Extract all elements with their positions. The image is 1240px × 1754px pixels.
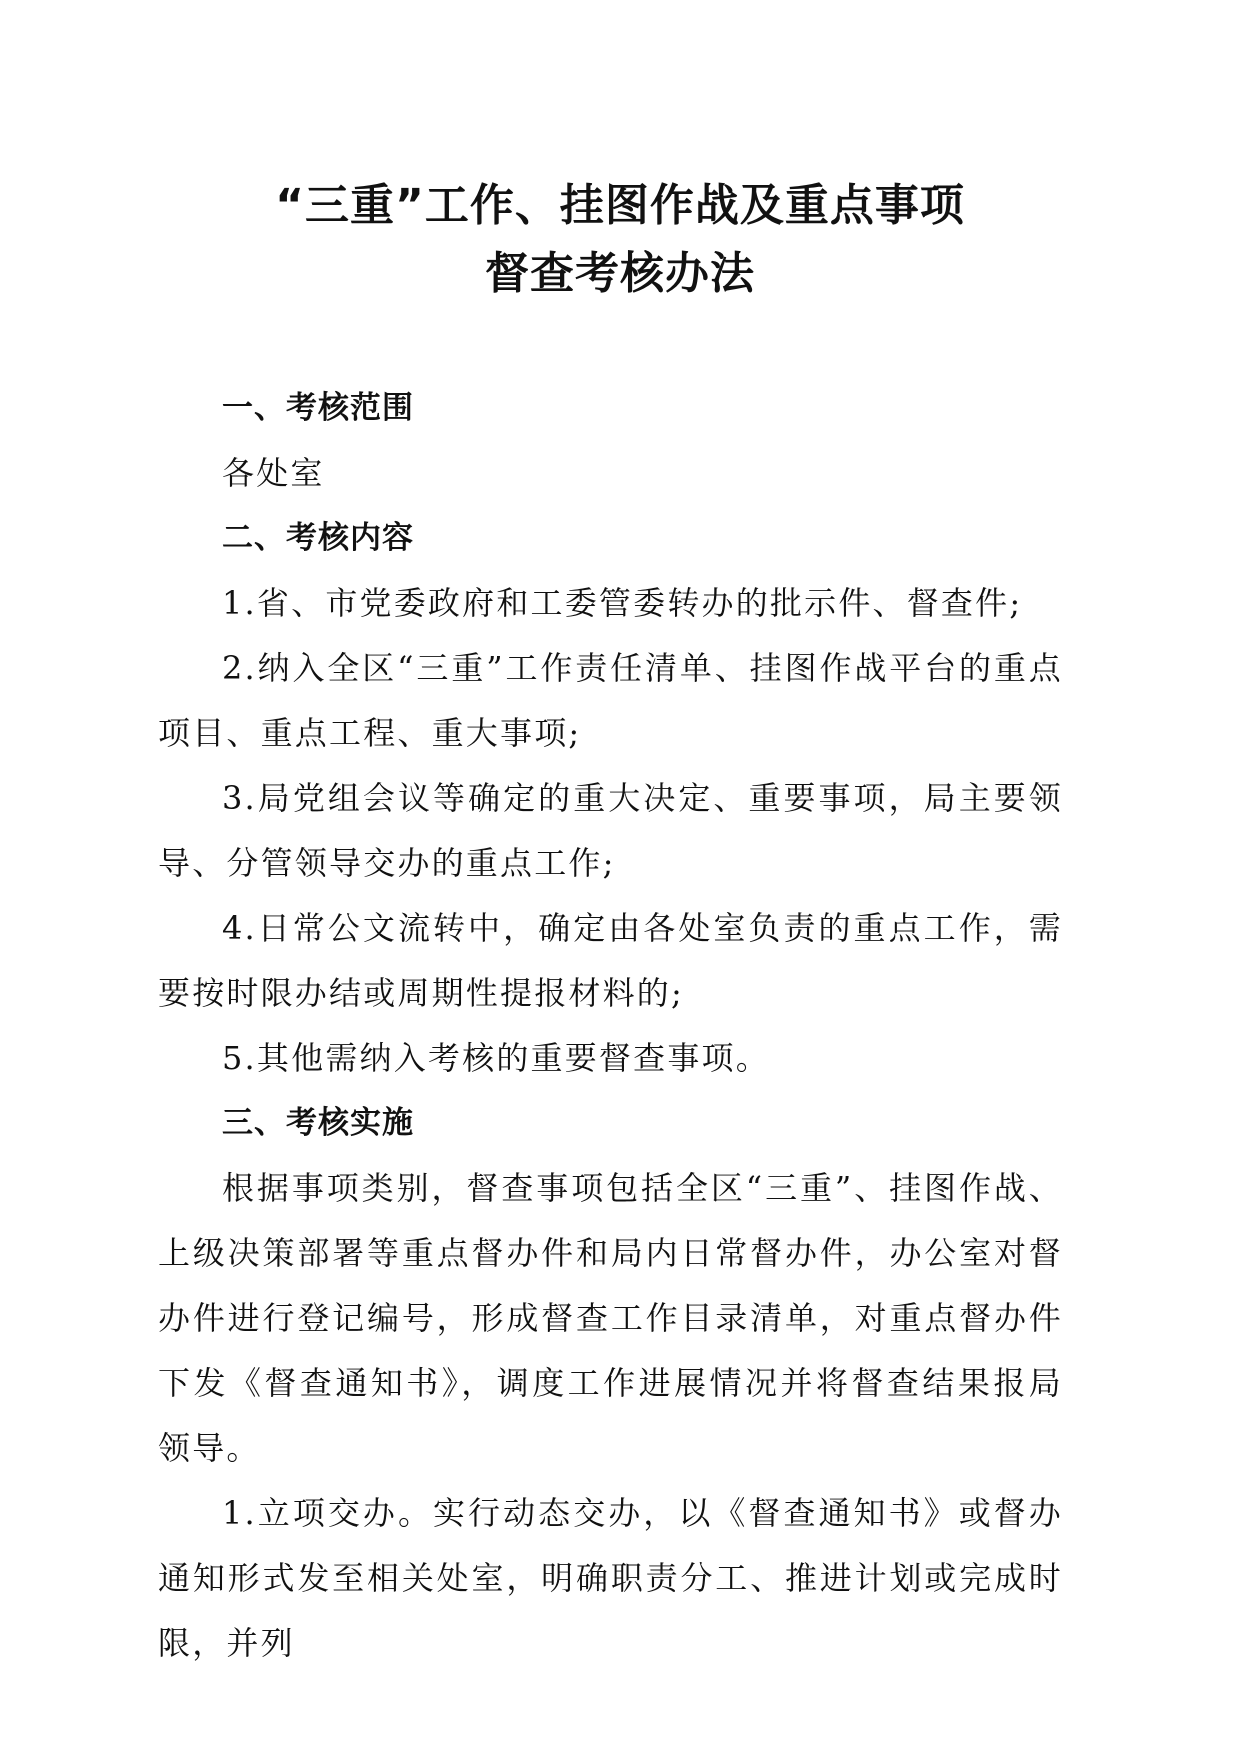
content-item-4: 4.日常公文流转中，确定由各处室负责的重点工作，需要按时限办结或周期性提报材料的; — [158, 909, 1063, 1012]
title-line-1: “三重”工作、挂图作战及重点事项 — [275, 180, 965, 231]
section-heading-scope: 一、考核范围 — [222, 390, 414, 426]
scope-text: 各处室 — [222, 454, 325, 492]
content-item-3: 3.局党组会议等确定的重大决定、重要事项，局主要领导、分管领导交办的重点工作; — [158, 779, 1063, 882]
content-item-2: 2.纳入全区“三重”工作责任清单、挂图作战平台的重点项目、重点工程、重大事项; — [158, 649, 1063, 752]
title-line-2: 督查考核办法 — [485, 248, 755, 299]
document-title — [0, 172, 1240, 308]
section-heading-implementation: 三、考核实施 — [222, 1105, 414, 1141]
document-body — [158, 376, 1063, 1676]
content-item-5: 5.其他需纳入考核的重要督查事项。 — [222, 1039, 770, 1077]
section-heading-content: 二、考核内容 — [222, 520, 414, 556]
implementation-intro: 根据事项类别，督查事项包括全区“三重”、挂图作战、上级决策部署等重点督办件和局内日常督办件，办公室对督办件进行登记编号，形成督查工作目录清单，对重点督办件下发《督查通知书》，调度工作进展情况并将督查结果报局领导。 — [158, 1169, 1063, 1467]
content-item-1: 1.省、市党委政府和工委管委转办的批示件、督查件; — [222, 584, 1023, 622]
implementation-item-1: 1.立项交办。实行动态交办，以《督查通知书》或督办通知形式发至相关处室，明确职责分工、推进计划或完成时限，并列 — [158, 1494, 1063, 1662]
